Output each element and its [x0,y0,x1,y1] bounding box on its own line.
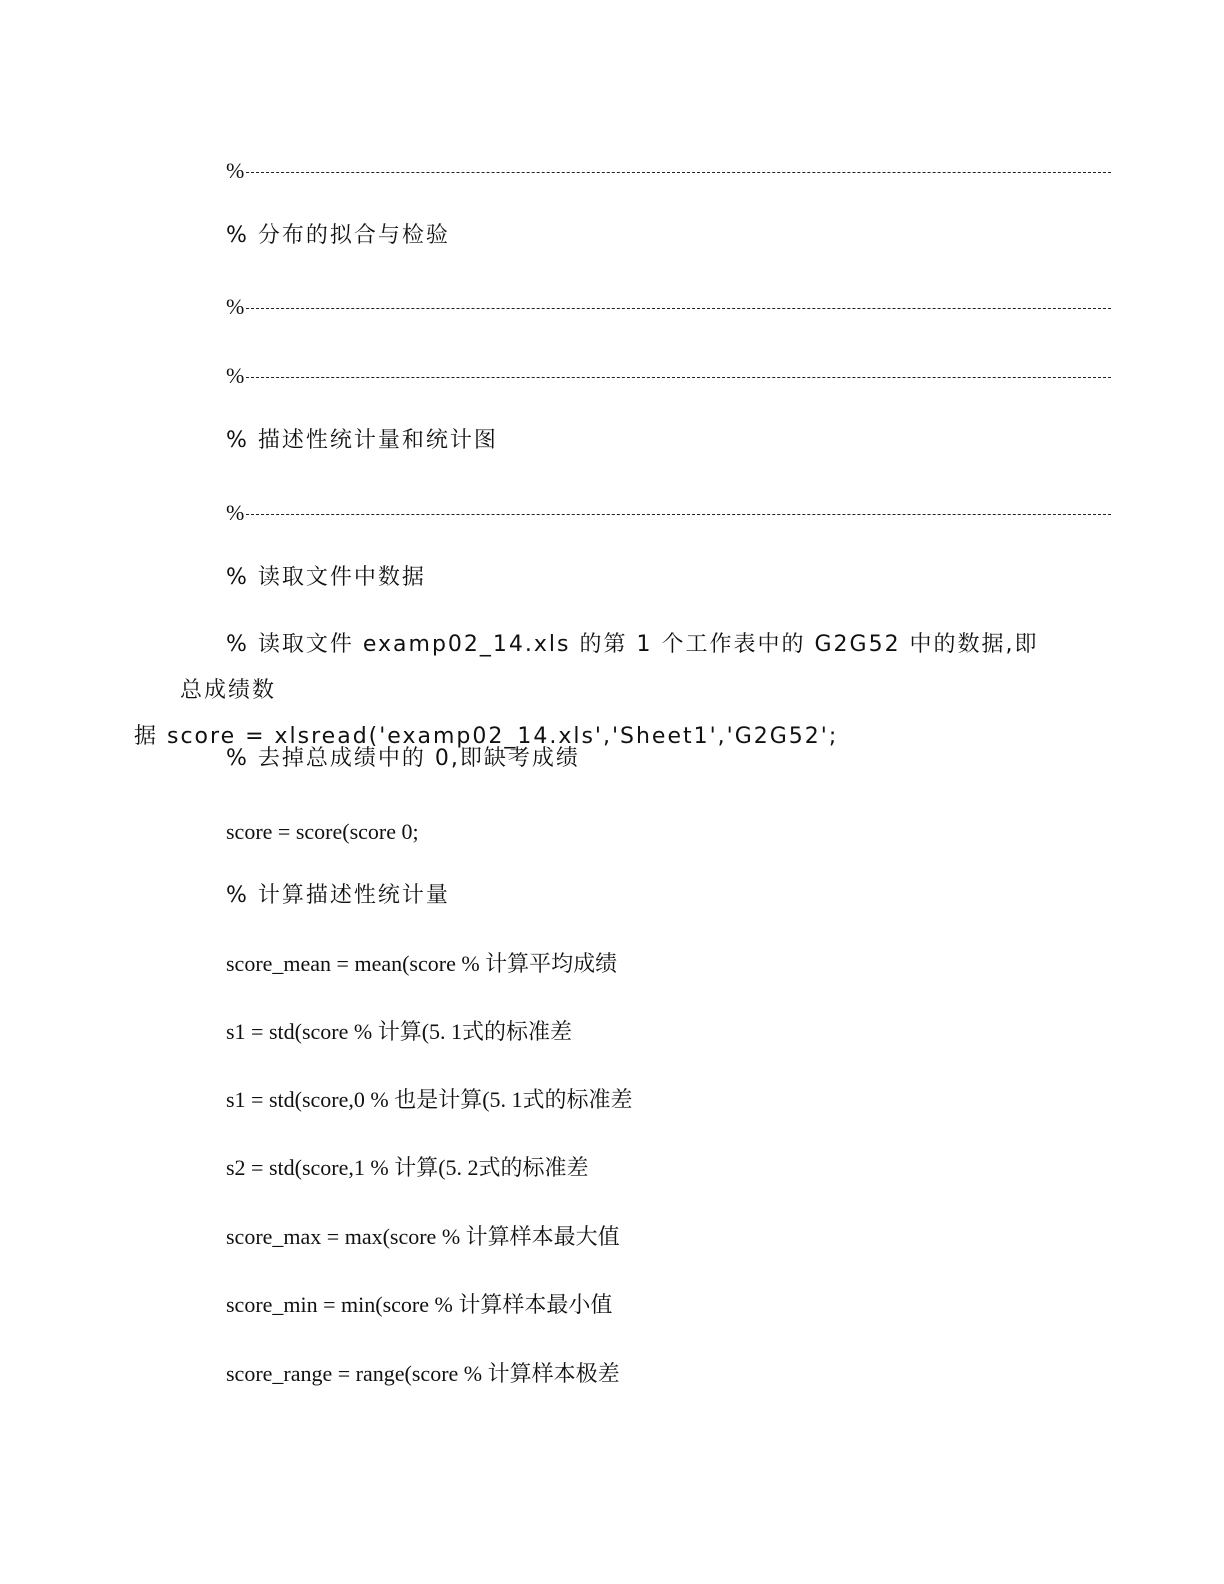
code-score-max: score_max = max(score % 计算样本最大值 [226,1224,620,1249]
dashed-rule [246,308,1111,309]
code-score-min: score_min = min(score % 计算样本最小值 [226,1292,613,1317]
rule-prefix: % [226,294,245,319]
code-score-mean: score_mean = mean(score % 计算平均成绩 [226,951,618,976]
dashed-rule [246,514,1111,515]
separator-line [226,294,1116,320]
separator-line [226,158,1116,184]
dashed-rule [246,172,1111,173]
code-s2-std: s2 = std(score,1 % 计算(5. 2式的标准差 [226,1155,589,1180]
separator-line [226,500,1116,526]
rule-prefix: % [226,363,245,388]
comment-remove-zero: % 去掉总成绩中的 0,即缺考成绩 [226,746,580,771]
section-title-distribution-fitting: % 分布的拟合与检验 [226,223,450,248]
comment-read-detail [134,622,1040,760]
comment-read-detail-line2: 据 score = xlsread('examp02_14.xls','Sheet1','G2G52'; [134,724,839,749]
code-score-range: score_range = range(score % 计算样本极差 [226,1361,620,1386]
code-s1-std-zero: s1 = std(score,0 % 也是计算(5. 1式的标准差 [226,1087,633,1112]
dashed-rule [246,377,1111,378]
code-s1-std: s1 = std(score % 计算(5. 1式的标准差 [226,1019,573,1044]
comment-read-detail-line1: % 读取文件 examp02_14.xls 的第 1 个工作表中的 G2G52 中的数据,即总成绩数 [180,632,1039,703]
section-title-descriptive-statistics: % 描述性统计量和统计图 [226,428,498,453]
code-score-filter: score = score(score 0; [226,819,419,844]
rule-prefix: % [226,158,245,183]
comment-calc-descriptive: % 计算描述性统计量 [226,883,450,908]
comment-read-file: % 读取文件中数据 [226,565,426,590]
separator-line [226,363,1116,389]
rule-prefix: % [226,500,245,525]
